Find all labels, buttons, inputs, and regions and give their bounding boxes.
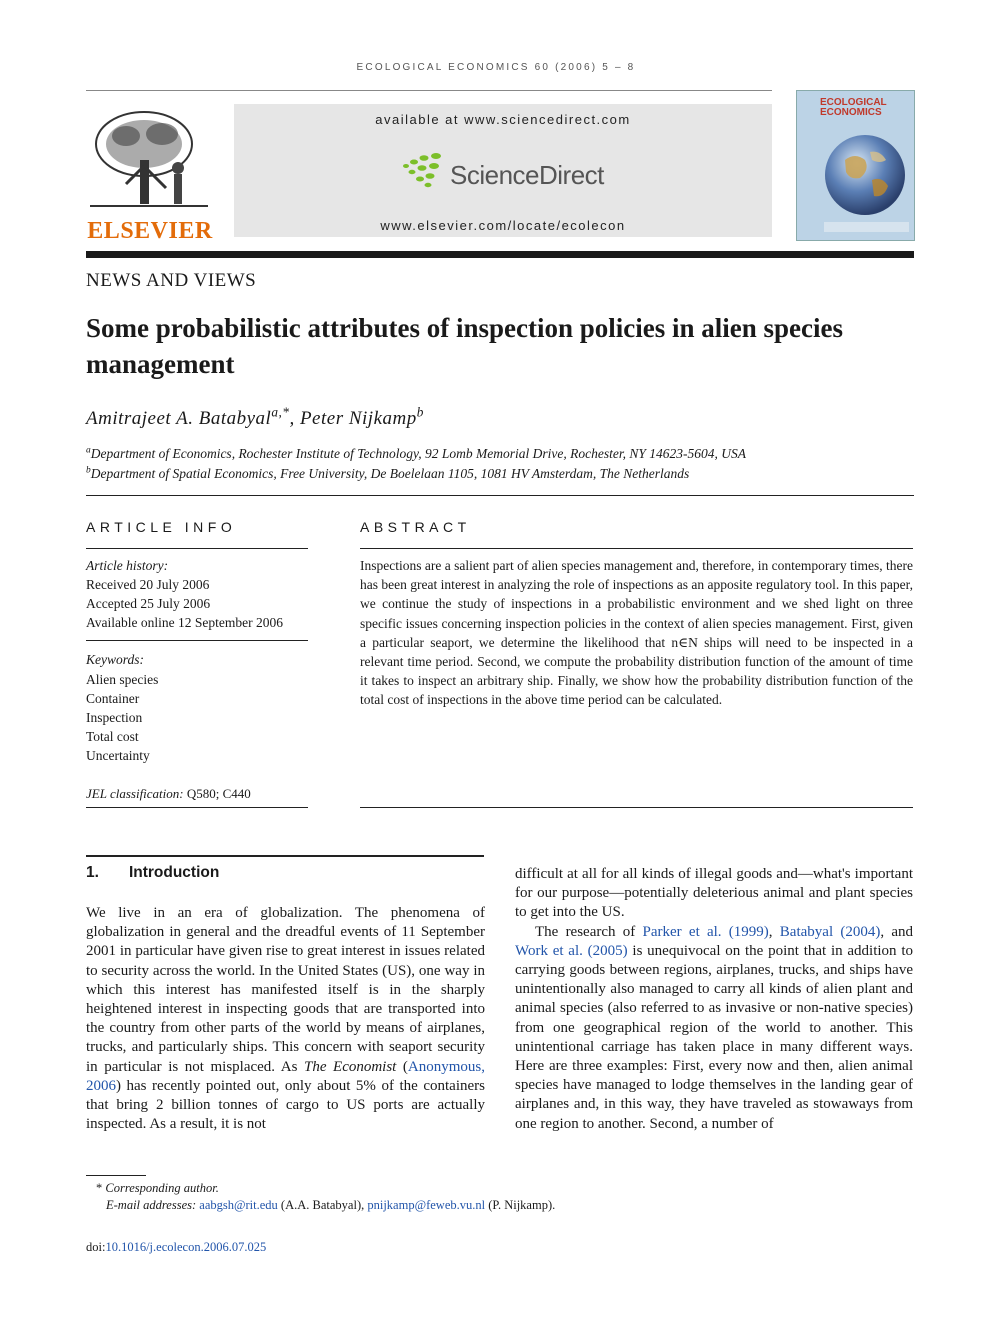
cover-title-line1: ECOLOGICAL bbox=[820, 97, 887, 108]
corresponding-footnote bbox=[96, 1181, 219, 1196]
doi-link[interactable]: 10.1016/j.ecolecon.2006.07.025 bbox=[105, 1240, 267, 1254]
history-label: Article history: bbox=[86, 558, 169, 573]
header-rule bbox=[86, 90, 772, 91]
keyword-item: Container bbox=[86, 691, 140, 706]
email-label: E-mail addresses: bbox=[106, 1198, 200, 1212]
front-matter-rule bbox=[86, 495, 914, 496]
intro-text: ) has recently pointed out, only about 5% of the containers that bring 2 billion tonnes of cargo to US ports are actually inspected. As a result, it is not bbox=[86, 1077, 485, 1133]
article-title: Some probabilistic attributes of inspection policies in alien species management bbox=[86, 313, 844, 379]
accepted-date: Accepted 25 July 2006 bbox=[86, 596, 211, 611]
intro-paragraph bbox=[515, 923, 913, 1134]
affiliation-b-mark: b bbox=[86, 465, 91, 476]
doi-label: doi: bbox=[86, 1240, 106, 1254]
keyword-item: Inspection bbox=[86, 710, 143, 725]
author-separator: , bbox=[289, 408, 300, 429]
citation-link[interactable]: Parker et al. (1999) bbox=[642, 923, 769, 940]
doi-line bbox=[86, 1240, 266, 1255]
affiliation-b bbox=[86, 466, 689, 482]
running-header: ECOLOGICAL ECONOMICS 60 (2006) 5 – 8 bbox=[356, 62, 636, 73]
online-date: Available online 12 September 2006 bbox=[86, 615, 283, 630]
intro-text: The research of bbox=[535, 923, 643, 940]
article-info-end-rule bbox=[86, 807, 308, 808]
intro-text: is unequivocal on the point that in addition to carrying goods between regions, airplanes, trucks, and ships have unintentionally also managed to carry all kinds of alien plant and animal species (also referred to as invasive or non-native species) from one geographical region of the world to another. This unintentional carriage has taken place in many different ways. Here are three examples: First, every now and then, alien animal species have managed to lodge themselves in the landing gear of airplanes and, in this way, they have traveled as stowaways from one region to another. Second, a number of bbox=[515, 942, 913, 1132]
elsevier-wordmark: ELSEVIER bbox=[87, 218, 213, 244]
intro-paragraph: difficult at all for all kinds of illegal goods and—what's important for our purpose—potentially deleterious animal and plant species to get into the US. bbox=[515, 866, 913, 921]
footnote-star: * bbox=[96, 1181, 103, 1195]
intro-text: ( bbox=[396, 1058, 408, 1075]
citation-link[interactable]: Batabyal (2004) bbox=[779, 923, 881, 940]
journal-url[interactable]: www.elsevier.com/locate/ecolecon bbox=[380, 218, 626, 233]
section-label: NEWS AND VIEWS bbox=[86, 270, 257, 291]
cover-title-line2: ECONOMICS bbox=[820, 107, 882, 118]
email-link[interactable]: aabgsh@rit.edu bbox=[199, 1198, 278, 1212]
footnote-rule bbox=[86, 1175, 146, 1176]
email-footnote bbox=[106, 1198, 555, 1213]
section-title: Introduction bbox=[128, 864, 220, 881]
author-2: Peter Nijkamp bbox=[299, 408, 417, 429]
intro-text: We live in an era of globalization. The phenomena of globalization in general and the dreadful events of 11 September 2001 in particular have given rise to great interest in issues related to security across the world. In the United States (US), one way in which this interest has manifested itself is in the sharply heightened interest in inspecting goods that are transported into the country from other parts of the world by means of airplanes, trucks, and particularly ships. This concern with seaport security in particular is not misplaced. As bbox=[86, 905, 485, 1075]
masthead-rule bbox=[86, 251, 914, 258]
abstract-end-rule bbox=[360, 807, 913, 808]
email-owner: (A.A. Batabyal), bbox=[277, 1198, 368, 1212]
jel-label: JEL classification: bbox=[86, 786, 184, 801]
intro-right-column bbox=[515, 865, 913, 1134]
affiliation-a bbox=[86, 446, 746, 462]
citation-link[interactable]: Work et al. (2005) bbox=[515, 942, 628, 959]
intro-text: , bbox=[768, 923, 780, 940]
sciencedirect-available-text[interactable]: available at www.sciencedirect.com bbox=[375, 112, 631, 127]
cover-title bbox=[820, 98, 912, 118]
keyword-item: Uncertainty bbox=[86, 748, 150, 763]
abstract-heading: ABSTRACT bbox=[360, 519, 471, 535]
author-1: Amitrajeet A. Batabyal bbox=[86, 408, 272, 429]
globe-icon bbox=[820, 130, 910, 220]
affiliation-b-text: Department of Spatial Economics, Free University, De Boelelaan 1105, 1081 HV Amsterdam, The Netherlands bbox=[90, 466, 690, 481]
author-2-affil-mark: b bbox=[416, 404, 424, 420]
received-date: Received 20 July 2006 bbox=[86, 577, 210, 592]
sciencedirect-wordmark: ScienceDirect bbox=[450, 160, 604, 190]
citation-link[interactable]: Anonymous, 2006 bbox=[86, 1058, 485, 1094]
sciencedirect-dots-icon bbox=[400, 152, 446, 188]
email-link[interactable]: pnijkamp@feweb.vu.nl bbox=[367, 1198, 486, 1212]
intro-heading bbox=[86, 864, 219, 882]
economist-title: The Economist bbox=[303, 1058, 397, 1075]
cover-footer bbox=[824, 222, 909, 232]
author-1-affil-mark: a, bbox=[271, 404, 283, 420]
affiliation-a-text: Department of Economics, Rochester Institute of Technology, 92 Lomb Memorial Drive, Rochester, NY 14623-5604, USA bbox=[90, 446, 747, 461]
corresponding-text: Corresponding author. bbox=[102, 1181, 219, 1195]
email-owner: (P. Nijkamp). bbox=[485, 1198, 556, 1212]
article-info-heading: ARTICLE INFO bbox=[86, 519, 237, 535]
jel-value: Q580; C440 bbox=[183, 786, 251, 801]
corresponding-mark[interactable]: * bbox=[282, 404, 290, 420]
abstract-rule bbox=[360, 548, 913, 549]
keyword-item: Alien species bbox=[86, 672, 159, 687]
keywords-rule bbox=[86, 640, 308, 641]
keyword-item: Total cost bbox=[86, 729, 139, 744]
jel-classification bbox=[86, 784, 251, 803]
intro-left-column bbox=[86, 904, 485, 1134]
keywords-label: Keywords: bbox=[86, 652, 144, 667]
section-number: 1. bbox=[86, 864, 99, 881]
author-line bbox=[86, 404, 424, 430]
intro-rule bbox=[86, 855, 484, 857]
abstract-text: Inspections are a salient part of alien species management and, therefore, in contemporary times, there has been great interest in analyzing the role of inspections as an apposite regulatory tool. In this paper, we continue the study of inspections in a probabilistic environment and we shed light on three specific issues concerning inspection policies in the context of alien species management. First, given a particular seaport, we determine the likelihood that n∈N ships will need to be inspected in a relevant time period. Second, we compute the probability distribution function of the amount of time it takes to inspect an arbitrary ship. Finally, we show how the probability distribution function of the total cost of inspections in the above time period can be calculated. bbox=[360, 558, 913, 708]
article-info-rule bbox=[86, 548, 308, 549]
intro-text: , and bbox=[880, 923, 913, 940]
affiliation-a-mark: a bbox=[86, 445, 91, 456]
